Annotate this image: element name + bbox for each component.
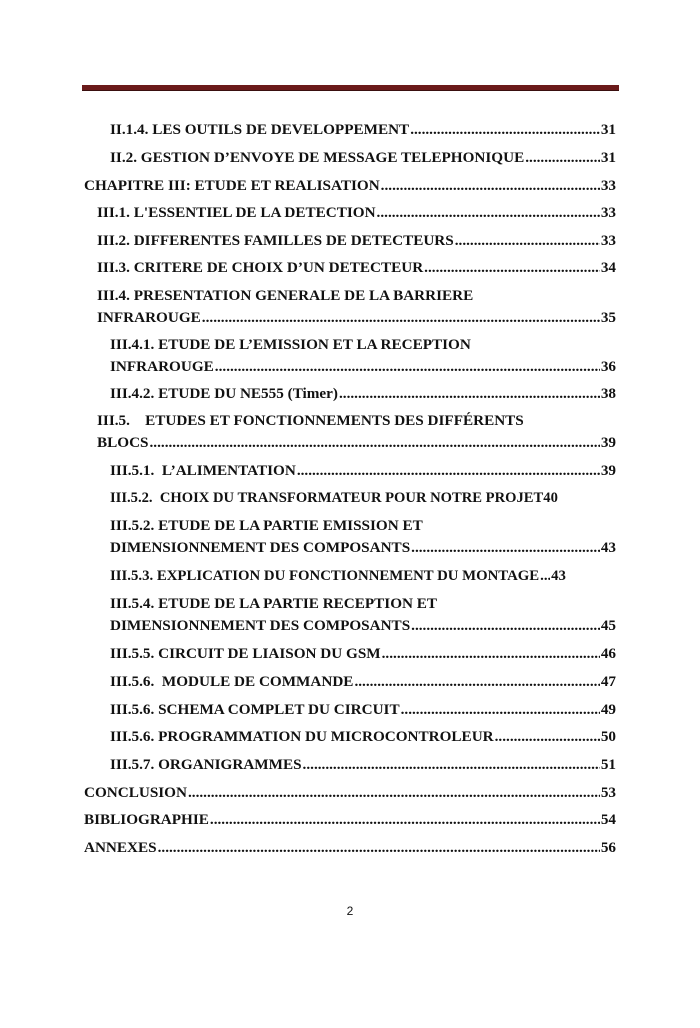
toc-entry-page: 33 bbox=[600, 204, 616, 221]
toc-entry-page: 54 bbox=[600, 811, 616, 828]
toc-entry[interactable] bbox=[110, 147, 616, 169]
toc-leader-dots bbox=[158, 837, 600, 859]
toc-entry[interactable] bbox=[84, 809, 616, 831]
toc-entry-title: III.5.6. SCHEMA COMPLET DU CIRCUIT bbox=[110, 701, 400, 718]
toc-entry-title: III.4.2. ETUDE DU NE555 (Timer) bbox=[110, 385, 338, 402]
toc-leader-dots bbox=[540, 565, 550, 587]
toc-entry-page: 35 bbox=[600, 309, 616, 326]
toc-leader-dots bbox=[188, 782, 600, 804]
toc-entry-title: III.5.5. CIRCUIT DE LIAISON DU GSM bbox=[110, 645, 381, 662]
toc-entry-page: 33 bbox=[600, 177, 616, 194]
toc-entry-page: 49 bbox=[600, 701, 616, 718]
toc-entry-page: 47 bbox=[600, 673, 616, 690]
toc-entry-page: 51 bbox=[600, 756, 616, 773]
toc-entry[interactable] bbox=[110, 460, 616, 482]
toc-entry-title: INFRAROUGE bbox=[110, 358, 214, 375]
toc-entry-page: 31 bbox=[600, 149, 616, 166]
toc-entry[interactable] bbox=[110, 334, 616, 378]
toc-entry-title-line1: III.5. ETUDES ET FONCTIONNEMENTS DES DIFFÉRENTS bbox=[97, 412, 524, 429]
toc-entry-page: 50 bbox=[600, 728, 616, 745]
toc-entry[interactable] bbox=[97, 410, 616, 454]
toc-leader-dots bbox=[354, 671, 599, 693]
toc-entry-title: CHAPITRE III: ETUDE ET REALISATION bbox=[84, 177, 380, 194]
toc-entry-title: III.3. CRITERE DE CHOIX D’UN DETECTEUR bbox=[97, 259, 424, 276]
toc-entry[interactable] bbox=[110, 671, 616, 693]
toc-entry[interactable] bbox=[110, 565, 616, 587]
toc-entry-title-line1: III.5.2. ETUDE DE LA PARTIE EMISSION ET bbox=[110, 517, 423, 534]
toc-entry-page: 46 bbox=[600, 645, 616, 662]
toc-entry-title: INFRAROUGE bbox=[97, 309, 201, 326]
toc-entry-page: 33 bbox=[600, 232, 616, 249]
toc-entry-title: ANNEXES bbox=[84, 839, 157, 856]
toc-leader-dots bbox=[424, 257, 600, 279]
toc-entry-title: III.5.2. CHOIX DU TRANSFORMATEUR POUR NOTRE PROJET bbox=[110, 490, 544, 506]
toc-entry-title: II.1.4. LES OUTILS DE DEVELOPPEMENT bbox=[110, 121, 410, 138]
toc-entry[interactable] bbox=[110, 383, 616, 405]
toc-entry-page: 40 bbox=[543, 490, 558, 506]
toc-entry[interactable] bbox=[84, 175, 616, 197]
toc-entry[interactable] bbox=[97, 257, 616, 279]
toc-entry-title: BIBLIOGRAPHIE bbox=[84, 811, 209, 828]
toc-entry-page: 56 bbox=[600, 839, 616, 856]
header-rule bbox=[82, 85, 619, 91]
toc-leader-dots bbox=[303, 754, 600, 776]
toc-entry[interactable] bbox=[97, 230, 616, 252]
page-number: 2 bbox=[346, 904, 354, 918]
toc-leader-dots bbox=[210, 809, 600, 831]
toc-entry-page: 39 bbox=[600, 434, 616, 451]
toc-entry[interactable] bbox=[110, 487, 620, 509]
toc-entry[interactable] bbox=[110, 726, 616, 748]
toc-leader-dots bbox=[411, 537, 600, 559]
toc-entry-title: III.5.3. EXPLICATION DU FONCTIONNEMENT DU MONTAGE bbox=[110, 568, 540, 584]
toc-entry-title-line1: III.4. PRESENTATION GENERALE DE LA BARRIERE bbox=[97, 287, 474, 304]
toc-leader-dots bbox=[339, 383, 600, 405]
toc-leader-dots bbox=[455, 230, 600, 252]
toc-entry[interactable] bbox=[97, 285, 616, 329]
toc-entry-title: II.2. GESTION D’ENVOYE DE MESSAGE TELEPHONIQUE bbox=[110, 149, 525, 166]
toc-entry[interactable] bbox=[97, 202, 616, 224]
toc-leader-dots bbox=[202, 307, 600, 329]
toc-leader-dots bbox=[215, 356, 600, 378]
toc-entry-page: 31 bbox=[600, 121, 616, 138]
toc-leader-dots bbox=[297, 460, 600, 482]
toc-entry-title: DIMENSIONNEMENT DES COMPOSANTS bbox=[110, 617, 411, 634]
toc-entry-page: 53 bbox=[600, 784, 616, 801]
toc-entry[interactable] bbox=[110, 515, 616, 559]
toc-entry-title: DIMENSIONNEMENT DES COMPOSANTS bbox=[110, 539, 411, 556]
toc-entry-title: III.5.6. PROGRAMMATION DU MICROCONTROLEUR bbox=[110, 728, 494, 745]
toc-leader-dots bbox=[525, 147, 600, 169]
toc-leader-dots bbox=[377, 202, 600, 224]
toc-leader-dots bbox=[410, 119, 600, 141]
toc-leader-dots bbox=[495, 726, 600, 748]
toc-entry[interactable] bbox=[110, 593, 616, 637]
toc-leader-dots bbox=[382, 643, 600, 665]
toc-entry-title: III.2. DIFFERENTES FAMILLES DE DETECTEURS bbox=[97, 232, 454, 249]
toc-leader-dots bbox=[401, 699, 600, 721]
toc-entry-title: III.5.7. ORGANIGRAMMES bbox=[110, 756, 302, 773]
toc-entry-title-line1: III.5.4. ETUDE DE LA PARTIE RECEPTION ET bbox=[110, 595, 438, 612]
toc-entry-page: 45 bbox=[600, 617, 616, 634]
toc-entry-page: 38 bbox=[600, 385, 616, 402]
toc-leader-dots bbox=[150, 432, 600, 454]
toc-entry-page: 43 bbox=[551, 568, 566, 584]
toc-entry-page: 39 bbox=[600, 462, 616, 479]
toc-entry-page: 36 bbox=[600, 358, 616, 375]
toc-entry[interactable] bbox=[84, 837, 616, 859]
toc-entry[interactable] bbox=[84, 782, 616, 804]
toc-entry-title: III.5.6. MODULE DE COMMANDE bbox=[110, 673, 354, 690]
toc-entry[interactable] bbox=[110, 699, 616, 721]
toc-entry-title-line1: III.4.1. ETUDE DE L’EMISSION ET LA RECEPTION bbox=[110, 336, 471, 353]
toc-entry-title: CONCLUSION bbox=[84, 784, 187, 801]
toc-entry[interactable] bbox=[110, 119, 616, 141]
toc-leader-dots bbox=[411, 615, 600, 637]
toc-leader-dots bbox=[381, 175, 600, 197]
toc-entry[interactable] bbox=[110, 754, 616, 776]
toc-entry[interactable] bbox=[110, 643, 616, 665]
toc-entry-page: 43 bbox=[600, 539, 616, 556]
toc-entry-page: 34 bbox=[600, 259, 616, 276]
toc-entry-title: BLOCS bbox=[97, 434, 149, 451]
toc-entry-title: III.1. L'ESSENTIEL DE LA DETECTION bbox=[97, 204, 376, 221]
toc-entry-title: III.5.1. L’ALIMENTATION bbox=[110, 462, 296, 479]
